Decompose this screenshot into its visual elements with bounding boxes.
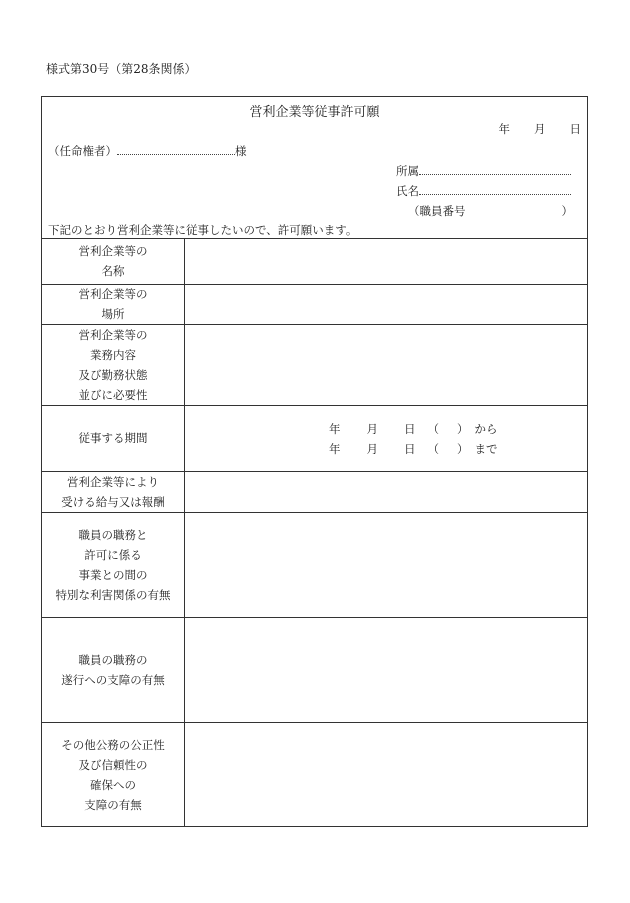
label-line: 職員の職務と bbox=[78, 527, 148, 542]
row-label-business-location bbox=[42, 284, 184, 324]
label-line: 許可に係る bbox=[84, 547, 142, 562]
date-year-label: 年 bbox=[498, 122, 510, 136]
row-label-business-description bbox=[42, 324, 184, 405]
label-line: 及び勤務状態 bbox=[78, 367, 148, 382]
row-label-conflict-of-interest bbox=[42, 512, 184, 617]
name-label: 氏名 bbox=[396, 184, 419, 198]
affiliation-line bbox=[396, 163, 571, 179]
public-trust-field[interactable] bbox=[185, 723, 587, 827]
label-line: 及び信頼性の bbox=[78, 757, 148, 772]
employee-number-line bbox=[408, 203, 573, 219]
form-number: 様式第30号（第28条関係） bbox=[46, 62, 197, 76]
business-name-field[interactable] bbox=[185, 239, 587, 284]
row-label-public-trust bbox=[42, 722, 184, 827]
label-line: 事業との間の bbox=[78, 567, 148, 582]
business-location-field[interactable] bbox=[185, 285, 587, 324]
period-month-label: 月 bbox=[366, 421, 378, 436]
period-end-row[interactable] bbox=[185, 439, 587, 459]
row-label-duty-hindrance bbox=[42, 617, 184, 722]
compensation-field[interactable] bbox=[185, 472, 587, 512]
application-date[interactable] bbox=[499, 121, 582, 137]
addressee-line bbox=[48, 143, 247, 159]
application-form bbox=[41, 96, 588, 827]
label-line: 受ける給与又は報酬 bbox=[61, 494, 165, 509]
row-label-compensation bbox=[42, 471, 184, 512]
label-line: 支障の有無 bbox=[84, 797, 142, 812]
label-line: 確保への bbox=[90, 777, 136, 792]
weekday-paren-close: ） bbox=[457, 441, 469, 456]
label-line: 営利企業等により bbox=[67, 474, 159, 489]
addressee-label: （任命権者） bbox=[48, 144, 117, 158]
affiliation-label: 所属 bbox=[396, 164, 419, 178]
business-description-field[interactable] bbox=[185, 325, 587, 405]
period-month-label: 月 bbox=[366, 441, 378, 456]
label-line: 営利企業等の bbox=[78, 327, 148, 342]
weekday-paren-open: （ bbox=[427, 421, 439, 436]
date-month-label: 月 bbox=[534, 122, 546, 136]
name-field[interactable] bbox=[419, 184, 571, 195]
intro-text: 下記のとおり営利企業等に従事したいので、許可願います。 bbox=[48, 223, 358, 237]
period-start-row[interactable] bbox=[185, 419, 587, 439]
period-from-label: から bbox=[474, 421, 498, 436]
weekday-paren-close: ） bbox=[457, 421, 469, 436]
label-line: 並びに必要性 bbox=[78, 387, 148, 402]
label-line: 営利企業等の bbox=[78, 287, 148, 301]
name-line bbox=[396, 183, 571, 199]
form-title: 営利企業等従事許可願 bbox=[249, 105, 380, 120]
row-label-business-name bbox=[42, 238, 184, 284]
label-line: 特別な利害関係の有無 bbox=[55, 587, 171, 602]
label-line: 営利企業等の bbox=[78, 244, 148, 258]
addressee-field[interactable] bbox=[117, 144, 235, 155]
label-line: 従事する期間 bbox=[78, 431, 148, 445]
label-line: 業務内容 bbox=[90, 347, 136, 362]
engagement-period-field[interactable] bbox=[185, 406, 587, 471]
label-line: その他公務の公正性 bbox=[61, 737, 165, 752]
period-year-label: 年 bbox=[329, 421, 341, 436]
label-line: 名称 bbox=[101, 264, 125, 278]
conflict-of-interest-field[interactable] bbox=[185, 513, 587, 617]
label-line: 職員の職務の bbox=[78, 652, 148, 667]
duty-hindrance-field[interactable] bbox=[185, 618, 587, 722]
period-to-label: まで bbox=[474, 441, 498, 456]
employee-number-label: （職員番号 bbox=[408, 204, 466, 218]
period-year-label: 年 bbox=[329, 441, 341, 456]
weekday-paren-open: （ bbox=[427, 441, 439, 456]
date-day-label: 日 bbox=[569, 122, 581, 136]
addressee-suffix: 様 bbox=[235, 144, 247, 158]
label-line: 遂行への支障の有無 bbox=[61, 672, 165, 687]
label-line: 場所 bbox=[101, 307, 125, 321]
period-day-label: 日 bbox=[404, 421, 416, 436]
period-day-label: 日 bbox=[404, 441, 416, 456]
employee-number-close: ） bbox=[561, 204, 573, 218]
affiliation-field[interactable] bbox=[419, 164, 571, 175]
row-label-engagement-period bbox=[42, 405, 184, 471]
